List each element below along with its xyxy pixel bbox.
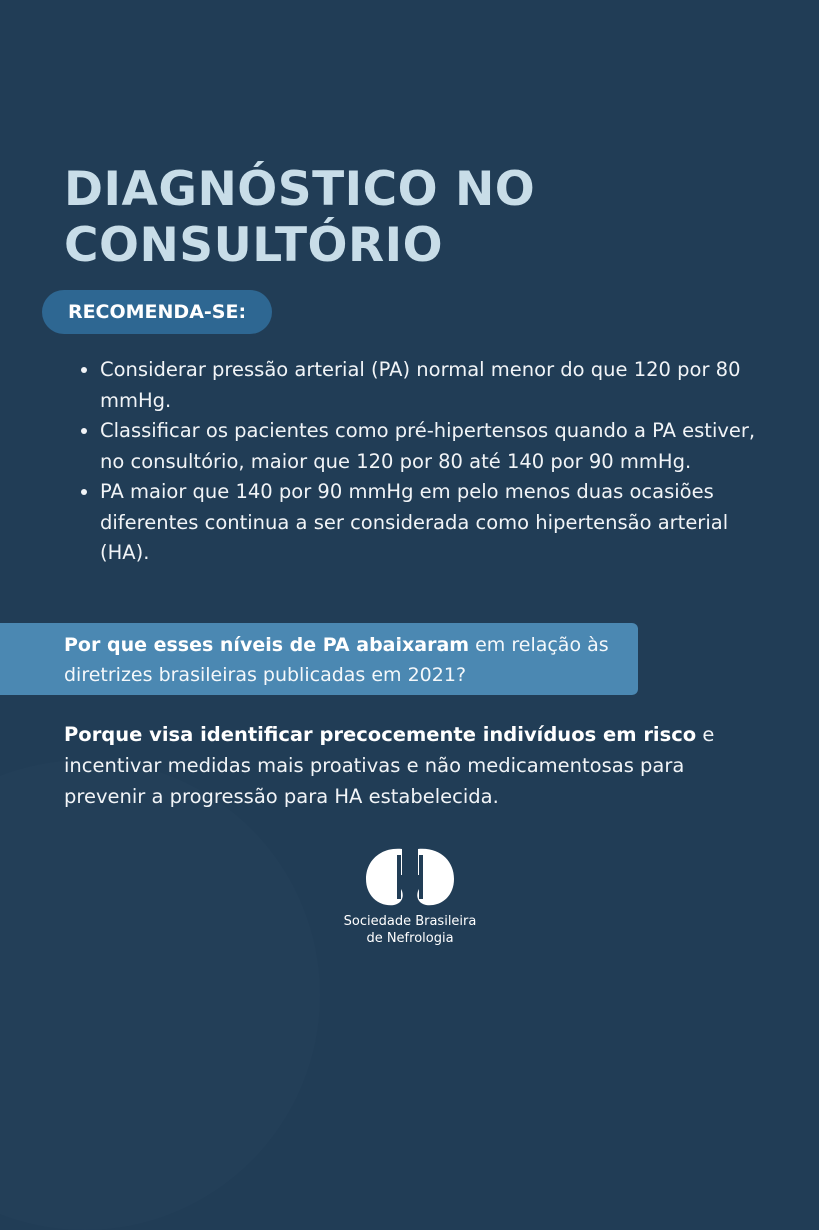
recommendation-list: [78, 355, 780, 569]
kidneys-icon: [362, 845, 458, 909]
answer-rest: e incentivar medidas mais proativas e não medicamentosas para prevenir a progressão para HA estabelecida.: [64, 723, 715, 808]
logo-text: [344, 913, 477, 947]
logo-line-1: Sociedade Brasileira: [343, 914, 477, 929]
question-rest: em relação às diretrizes brasileiras publicadas em 2021?: [64, 634, 609, 686]
page-title: DIAGNÓSTICO NO CONSULTÓRIO: [64, 162, 536, 273]
recommendation-badge: RECOMENDA-SE:: [42, 290, 272, 334]
list-item: • Classificar os pacientes como pré-hipertensos quando a PA estiver, no consultório, maior que 120 por 80 até 140 por 90 mmHg.: [100, 416, 780, 477]
answer-bold: Porque visa identificar precocemente indivíduos em risco: [64, 723, 697, 746]
question-bold: Por que esses níveis de PA abaixaram: [64, 634, 470, 656]
background-watermark: [0, 760, 320, 1230]
question-band: [0, 623, 638, 695]
logo-line-2: de Nefrologia: [366, 931, 454, 946]
list-item: • PA maior que 140 por 90 mmHg em pelo menos duas ocasiões diferentes continua a ser considerada como hipertensão arterial (HA).: [100, 477, 780, 569]
list-item: • Considerar pressão arterial (PA) normal menor do que 120 por 80 mmHg.: [100, 355, 780, 416]
answer-paragraph: [64, 719, 764, 812]
society-logo: [330, 845, 490, 947]
